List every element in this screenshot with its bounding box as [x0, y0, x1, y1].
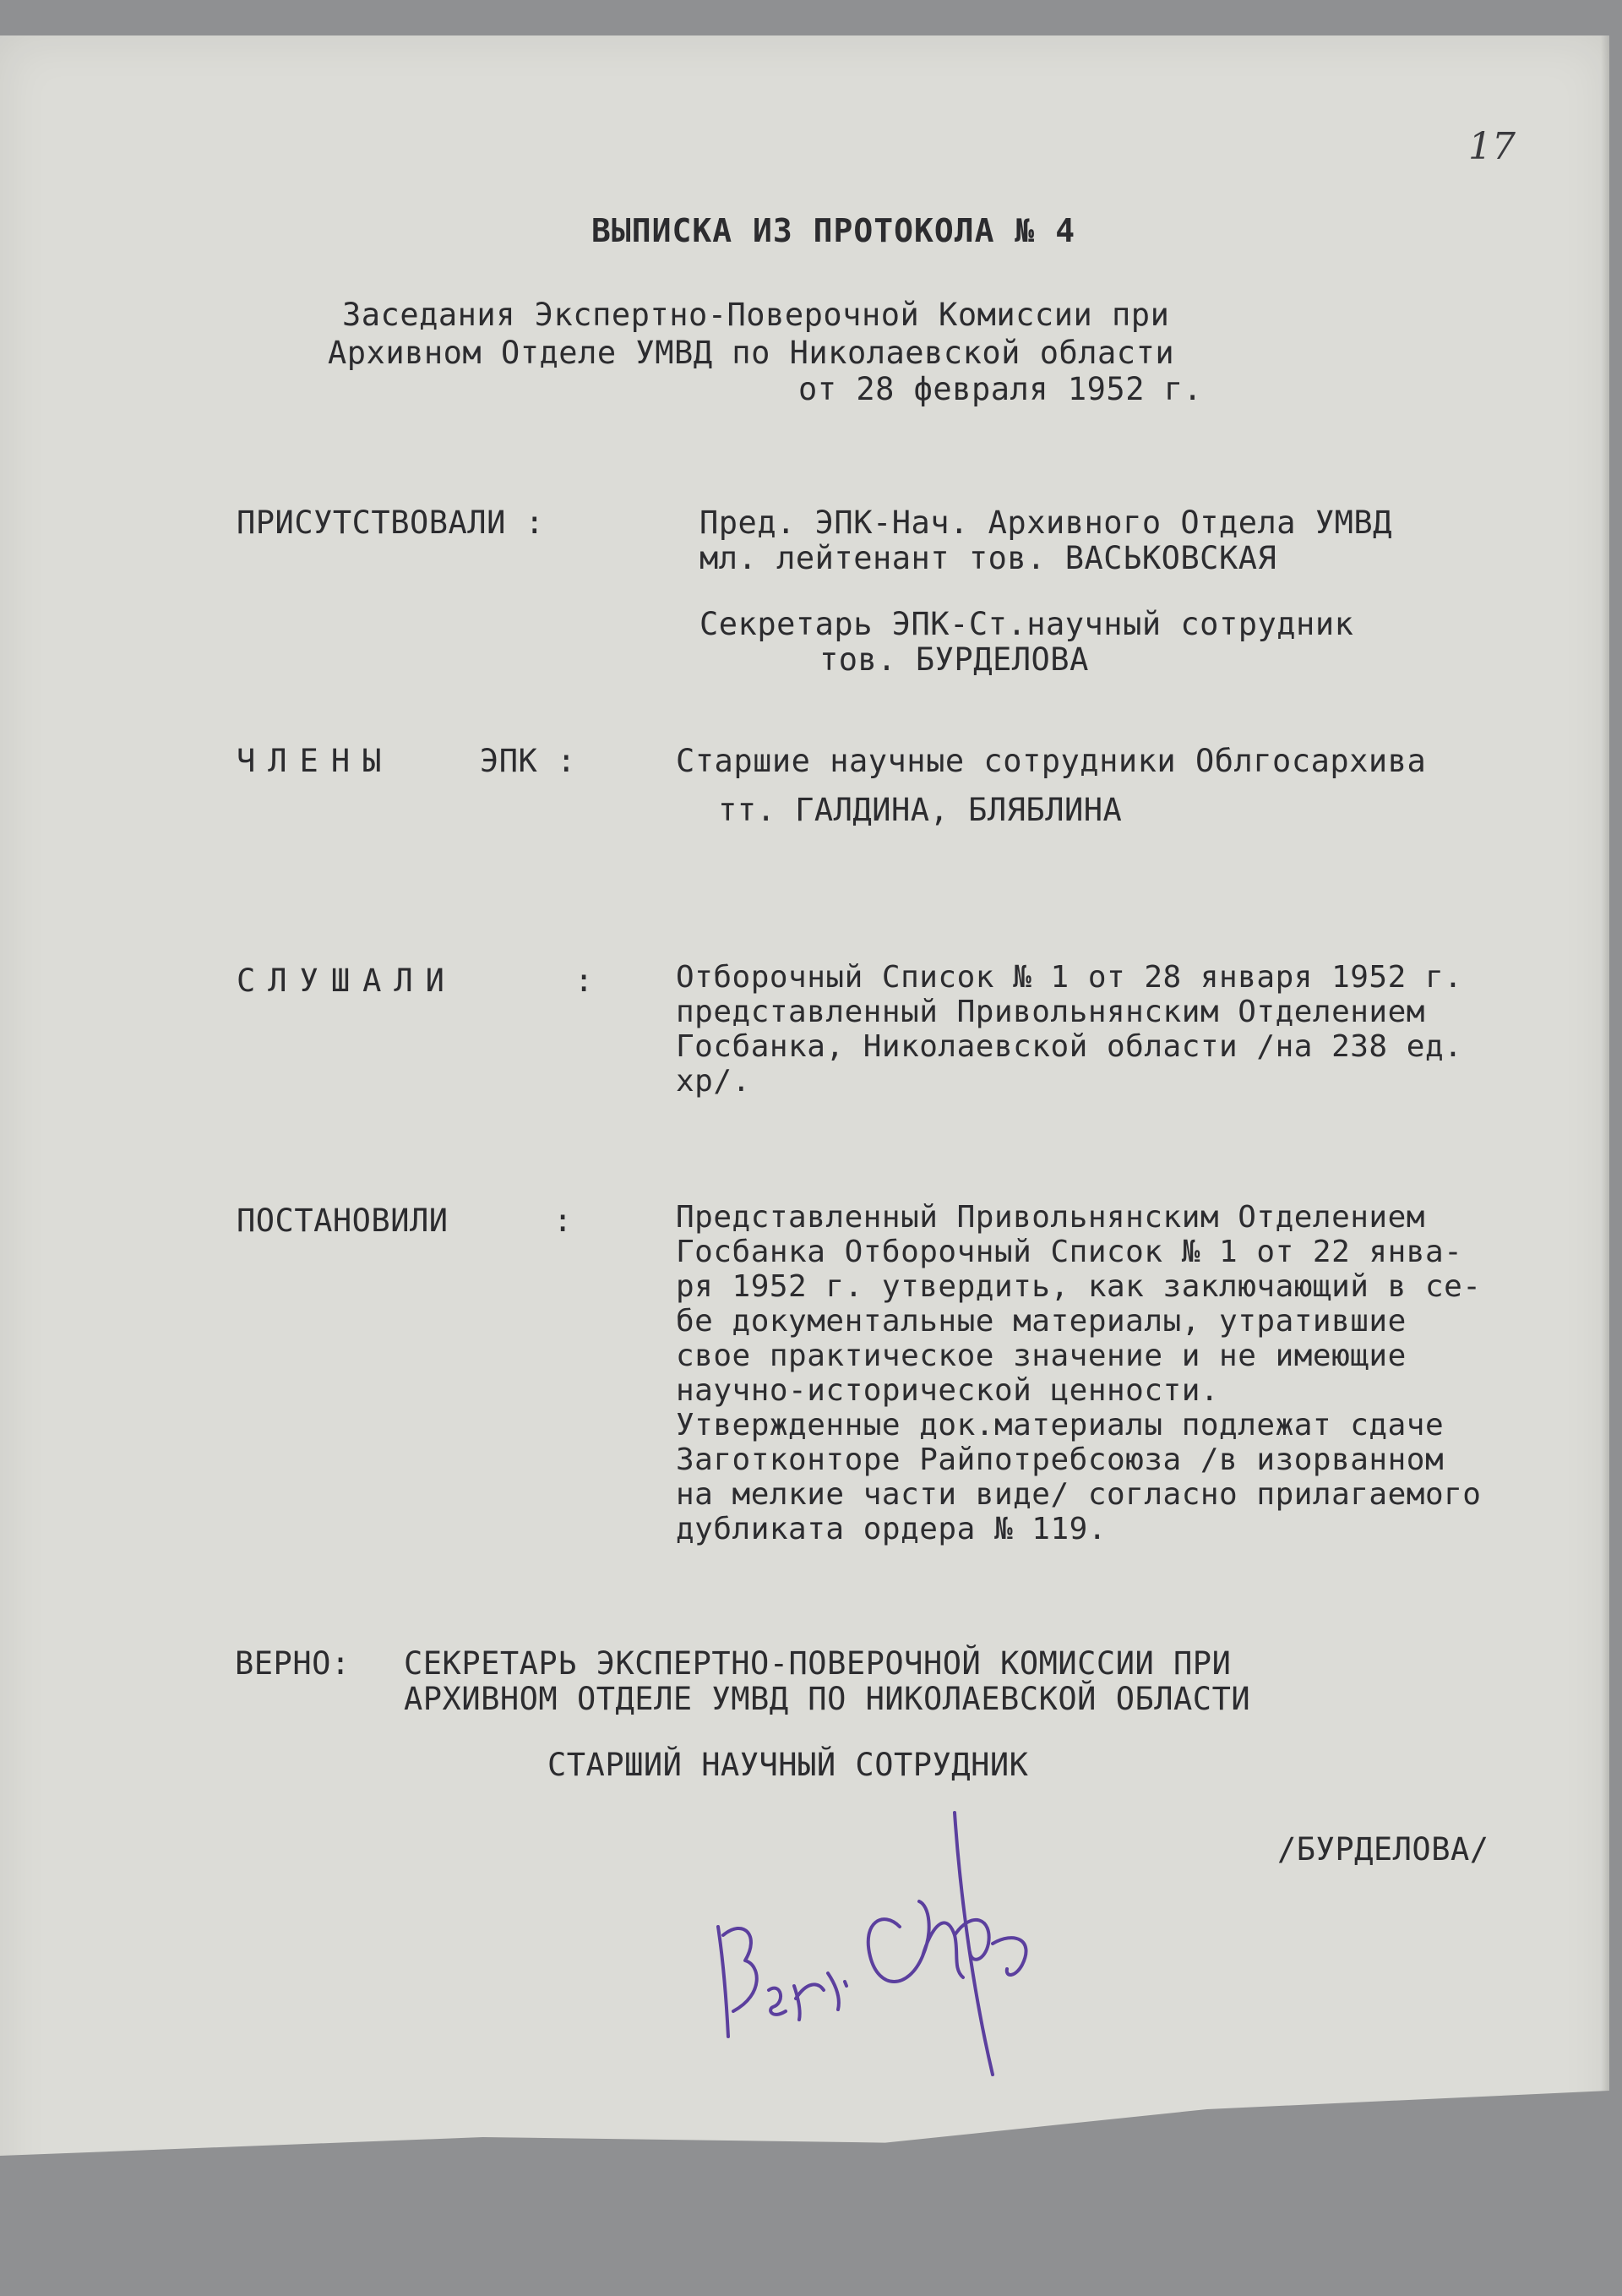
present-label: ПРИСУТСТВОВАЛИ : [237, 504, 545, 541]
document-heading: ВЫПИСКА ИЗ ПРОТОКОЛА № 4 [591, 212, 1076, 249]
resolved-label-colon: : [553, 1203, 573, 1239]
present-line-1: Пред. ЭПК-Нач. Архивного Отдела УМВД [699, 504, 1392, 541]
resolved-line-7: Утвержденные док.материалы подлежат сдаче [676, 1408, 1445, 1442]
secretary-line-2: тов. БУРДЕЛОВА [819, 641, 1089, 678]
members-line-1: Старшие научные сотрудники Облгосархива [676, 743, 1427, 779]
heard-label-colon: : [574, 963, 594, 999]
members-line-2: тт. ГАЛДИНА, БЛЯБЛИНА [718, 792, 1123, 828]
resolved-line-5: свое практическое значение и не имеющие [676, 1339, 1407, 1373]
resolved-line-10: дубликата ордера № 119. [676, 1512, 1107, 1546]
handwritten-signature [701, 1808, 1107, 2189]
signatory-name: /БУРДЕЛОВА/ [1277, 1831, 1489, 1868]
subheading-line-2: Архивном Отделе УМВД по Николаевской области [328, 335, 1175, 371]
resolved-line-9: на мелкие части виде/ согласно прилагаемого [676, 1477, 1482, 1512]
heard-line-3: Госбанка, Николаевской области /на 238 ед. [676, 1029, 1463, 1064]
subheading-line-1: Заседания Экспертно-Поверочной Комиссии при [342, 297, 1170, 333]
resolved-line-1: Представленный Привольнянским Отделением [676, 1200, 1425, 1235]
present-line-2: мл. лейтенант тов. ВАСЬКОВСКАЯ [699, 540, 1277, 576]
certification-line-1: СЕКРЕТАРЬ ЭКСПЕРТНО-ПОВЕРОЧНОЙ КОМИССИИ ПРИ [404, 1645, 1232, 1682]
subheading-date: от 28 февраля 1952 г. [798, 371, 1203, 407]
resolved-line-6: научно-исторической ценности. [676, 1373, 1220, 1408]
verno-note [718, 1927, 846, 2037]
heard-line-4: хр/. [676, 1064, 751, 1099]
resolved-line-3: ря 1952 г. утвердить, как заключающий в се- [676, 1269, 1482, 1304]
heard-line-1: Отборочный Список № 1 от 28 января 1952 г. [676, 960, 1463, 995]
secretary-line-1: Секретарь ЭПК-Ст.научный сотрудник [699, 606, 1354, 642]
resolved-line-4: бе документальные материалы, утратившие [676, 1304, 1407, 1339]
heard-line-2: представленный Привольнянским Отделением [676, 995, 1425, 1029]
members-label-word: ЧЛЕНЫ [237, 743, 395, 779]
certification-line-2: АРХИВНОМ ОТДЕЛЕ УМВД ПО НИКОЛАЕВСКОЙ ОБЛАСТИ [404, 1681, 1251, 1717]
members-label-epk: ЭПК : [480, 743, 576, 779]
resolved-line-8: Заготконторе Райпотребсоюза /в изорванном [676, 1442, 1445, 1477]
archive-page-number: 17 [1468, 125, 1516, 168]
signature-stroke [868, 1813, 1026, 2075]
signatory-position: СТАРШИЙ НАУЧНЫЙ СОТРУДНИК [547, 1747, 1029, 1783]
heard-label-word: СЛУШАЛИ [237, 963, 457, 999]
resolved-label-word: ПОСТАНОВИЛИ [237, 1203, 449, 1239]
resolved-line-2: Госбанка Отборочный Список № 1 от 22 янва- [676, 1235, 1463, 1269]
certification-label: ВЕРНО: [235, 1645, 351, 1682]
